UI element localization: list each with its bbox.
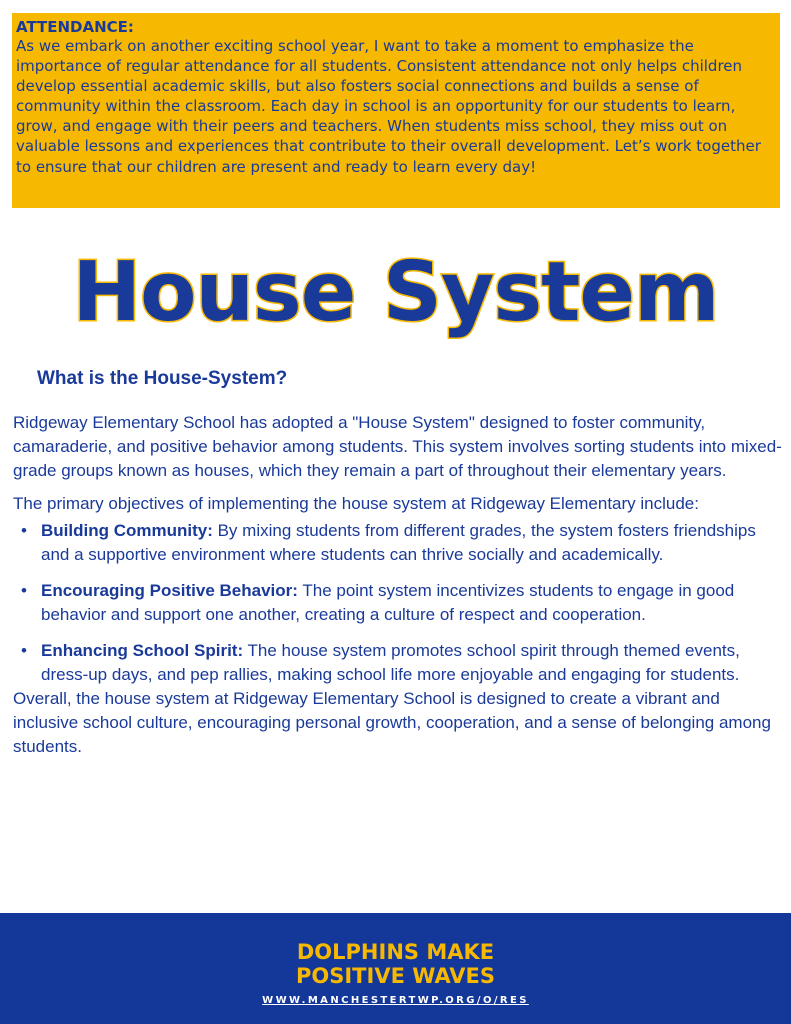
main-content [13, 411, 788, 759]
closing-paragraph: Overall, the house system at Ridgeway Elementary School is designed to create a vibrant and inclusive school culture, encouraging personal growth, cooperation, and a sense of belonging among students. [13, 689, 771, 756]
page-title: House System [72, 245, 719, 340]
objective-label: Building Community: [41, 521, 213, 540]
objectives-list [13, 519, 788, 687]
objective-text: The point system incentivizes students to engage in good behavior and support one another, creating a culture of respect and cooperation. [41, 581, 735, 624]
footer-website-link[interactable]: WWW.MANCHESTERTWP.ORG/O/RES [262, 995, 529, 1006]
footer-slogan-line2: POSITIVE WAVES [296, 964, 495, 988]
list-item [13, 639, 788, 687]
footer [0, 913, 791, 1024]
section-heading: What is the House-System? [37, 368, 288, 389]
objectives-intro: The primary objectives of implementing the house system at Ridgeway Elementary include: [13, 494, 699, 513]
list-item [13, 519, 788, 567]
list-item [13, 579, 788, 627]
footer-slogan-line1: DOLPHINS MAKE [296, 940, 495, 964]
attendance-body: As we embark on another exciting school year, I want to take a moment to emphasize the importance of regular attendance for all students. Consistent attendance not only helps children develop essential academic skills, but also fosters social connections and builds a sense of community within the classroom. Each day in school is an opportunity for our students to learn, grow, and engage with their peers and teachers. When students miss school, they miss out on valuable lessons and experiences that contribute to their overall development. Let’s work together to ensure that our children are present and ready to learn every day! [16, 37, 761, 176]
objective-label: Encouraging Positive Behavior: [41, 581, 298, 600]
objective-label: Enhancing School Spirit: [41, 641, 244, 660]
objective-text: The house system promotes school spirit through themed events, dress-up days, and pep rallies, making school life more enjoyable and engaging for students. [41, 641, 740, 684]
bullet-icon: • [21, 641, 27, 660]
attendance-heading: ATTENDANCE: [16, 18, 134, 36]
bullet-icon: • [21, 521, 27, 540]
attendance-notice [12, 13, 780, 208]
bullet-icon: • [21, 581, 27, 600]
footer-slogan [0, 940, 791, 988]
objective-text: By mixing students from different grades, the system fosters friendships and a supportive environment where students can thrive socially and academically. [41, 521, 756, 564]
intro-paragraph: Ridgeway Elementary School has adopted a "House System" designed to foster community, camaraderie, and positive behavior among students. This system involves sorting students into mixed-grade groups known as houses, which they remain a part of throughout their elementary years. [13, 413, 782, 480]
